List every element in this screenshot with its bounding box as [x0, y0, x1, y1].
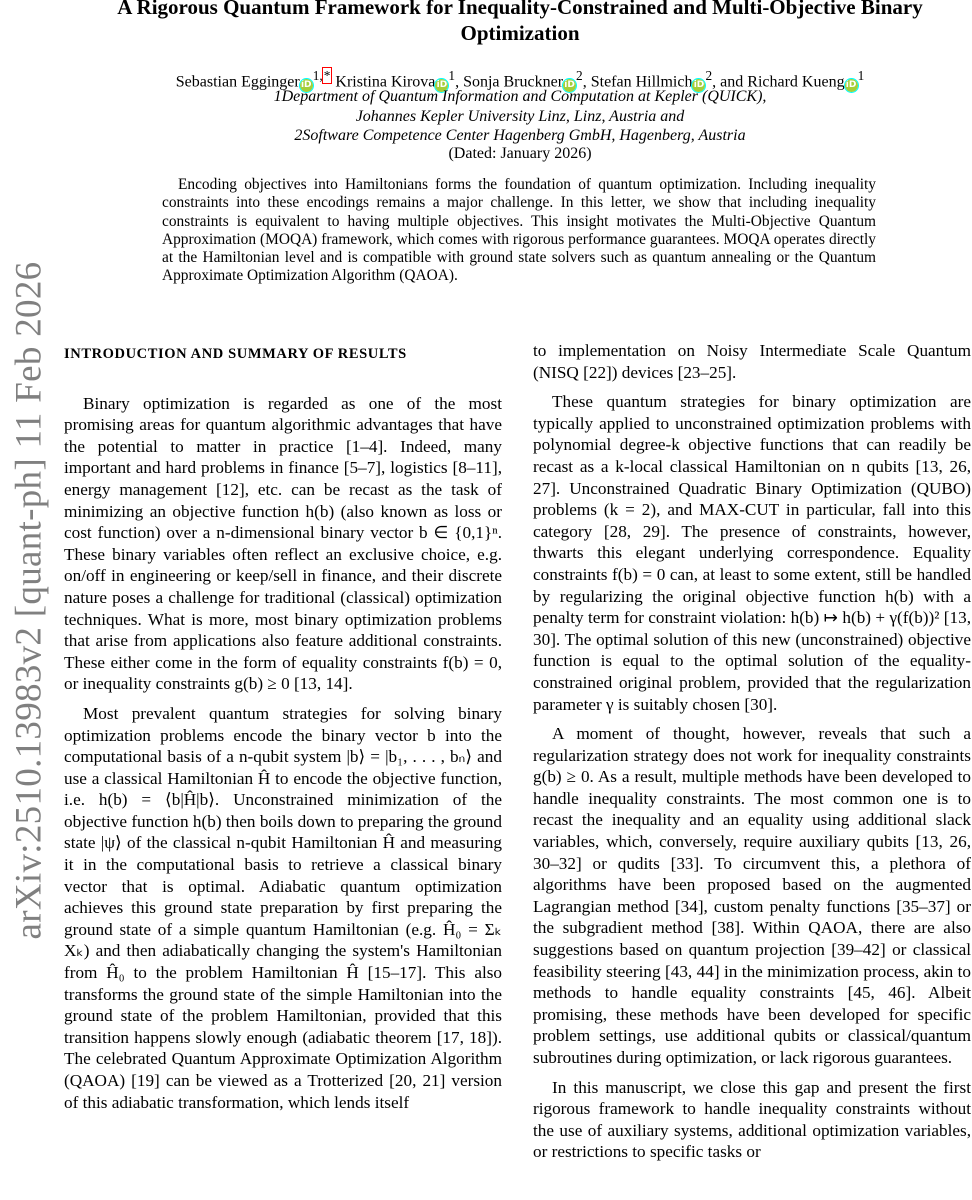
author-affiliation-mark: 1 [312, 68, 320, 83]
orcid-icon[interactable]: iD [564, 80, 575, 91]
date-line: (Dated: January 2026) [448, 145, 592, 162]
abstract: Encoding objectives into Hamiltonians forms the foundation of quantum optimization. Including inequality constraints into these encodings remains a major challenge. In this letter, we show that including inequality constraints is equivalent to having multiple objectives. This insight motivates the Multi-Objective Quantum Approximation (MOQA) framework, which comes with rigorous performance guarantees. MOQA operates directly at the Hamiltonian level and is compatible with ground state solvers such as quantum annealing or the Quantum Approximate Optimization Algorithm (QAOA). [162, 176, 876, 285]
author-affiliation-mark: 2 [576, 68, 583, 83]
affiliation-line: Johannes Kepler University Linz, Linz, Austria and [355, 108, 685, 125]
left-column [64, 340, 502, 1113]
section-heading: INTRODUCTION AND SUMMARY OF RESULTS [64, 346, 407, 362]
author-affiliation-mark: 1 [857, 68, 865, 83]
author-name: Sonja Bruckner [463, 73, 564, 91]
paper-title: A Rigorous Quantum Framework for Inequality-Constrained and Multi-Objective Binary Optimization [117, 0, 923, 45]
body-paragraph: Most prevalent quantum strategies for solving binary optimization problems encode the binary vector b into the computational basis of a n-qubit system |b⟩ = |b₁, . . . , bₙ⟩ and use a classical Hamiltonian Ĥ to encode the objective function, i.e. h(b) = ⟨b|Ĥ|b⟩. Unconstrained minimization of the objective function h(b) then boils down to preparing the ground state |ψ⟩ of the classical n-qubit Hamiltonian Ĥ and measuring it in the computational basis to retrieve a classical binary vector that is optimal. Adiabatic quantum optimization achieves this ground state preparation by first preparing the ground state of a simple quantum Hamiltonian (e.g. Ĥ₀ = Σₖ Xₖ) and then adiabatically changing the system's Hamiltonian from Ĥ₀ to the problem Hamiltonian Ĥ [15–17]. This also transforms the ground state of the simple Hamiltonian into the ground state of the problem Hamiltonian, provided that this transition happens slowly enough (adiabatic theorem [17, 18]). The celebrated Quantum Approximate Optimization Algorithm (QAOA) [19] can be viewed as a Trotterized [20, 21] version of this adiabatic transformation, which lends itself [64, 703, 502, 1112]
right-column [533, 340, 971, 1163]
body-paragraph: In this manuscript, we close this gap and present the first rigorous framework to handle inequality constraints without the use of auxiliary systems, additional optimization variables, or restrictions to specific tasks or [533, 1077, 971, 1162]
author-affiliation-mark: 1 [448, 68, 456, 83]
body-paragraph: These quantum strategies for binary optimization are typically applied to unconstrained optimization problems with polynomial degree-k objective functions that can readily be recast as a k-local classical Hamiltonian on n qubits [13, 26, 27]. Unconstrained Quadratic Binary Optimization (QUBO) problems (k = 2), and MAX-CUT in particular, fall into this category [28, 29]. The presence of constraints, however, thwarts this elegant underlying correspondence. Equality constraints f(b) = 0 can, at least to some extent, still be handled by regularizing the original objective function h(b) with a penalty term for constraint violation: h(b) ↦ h(b) + γ(f(b))² [13, 30]. The optimal solution of this new (unconstrained) objective function is equal to the optimal solution of the equality-constrained original problem, provided that the regularization parameter γ is suitably chosen [30]. [533, 392, 971, 714]
affiliation-line: 2Software Competence Center Hagenberg GmbH, Hagenberg, Austria [294, 127, 746, 144]
orcid-icon[interactable]: iD [436, 80, 448, 91]
orcid-icon[interactable]: iD [300, 80, 312, 91]
author-name: Richard Kueng [747, 73, 845, 91]
author-list: Sebastian EggingeriD$^{1,*}$ Kristina KirovaiD$^1$, Sonja BruckneriD$^2$, Stefan HillmichiD$^2$, and Richard KuengiD$^1$ [175, 68, 865, 91]
arxiv-sidebar-stamp [0, 0, 58, 1200]
orcid-icon[interactable]: iD [845, 80, 857, 91]
affiliation-line: 1Department of Quantum Information and Computation at Kepler (QUICK), [273, 88, 767, 105]
author-name: Stefan Hillmich [590, 73, 693, 91]
author-affiliation-mark: 2 [705, 68, 713, 83]
body-paragraph: to implementation on Noisy Intermediate Scale Quantum (NISQ [22]) devices [23–25]. [533, 341, 971, 382]
author-name: Sebastian Egginger [175, 73, 300, 91]
body-paragraph: Binary optimization is regarded as one of the most promising areas for quantum algorithmic advantages that have the potential to matter in practice [1–4]. Indeed, many important and hard problems in finance [5–7], logistics [8–11], energy management [12], etc. can be recast as the task of minimizing an objective function h(b) (also known as loss or cost function) over a n-dimensional binary vector b ∈ {0,1}ⁿ. These binary variables often reflect an exclusive choice, e.g. on/off in engineering or keep/sell in finance, and their discrete nature poses a challenge for traditional (classical) optimization techniques. What is more, most binary optimization problems that arise from applications also feature additional constraints. These either come in the form of equality constraints f(b) = 0, or inequality constraints g(b) ≥ 0 [13, 14]. [64, 393, 502, 694]
author-name: Kristina Kirova [335, 73, 436, 91]
arxiv-identifier: arXiv:2510.13983v2 [quant-ph] 11 Feb 2026 [8, 261, 50, 939]
orcid-icon[interactable]: iD [693, 80, 705, 91]
body-paragraph: A moment of thought, however, reveals that such a regularization strategy does not work for inequality constraints g(b) ≥ 0. As a result, multiple methods have been developed to handle inequality constraints. The most common one is to recast the inequality and an equality using additional slack variables, which, conversely, require auxiliary qubits [13, 26, 30–32] or qudits [33]. To circumvent this, a plethora of algorithms have been proposed based on the augmented Lagrangian method [34], custom penalty functions [35–37] or the subgradient method [38]. Within QAOA, there are also suggestions based on quantum projection [39–42] or classical feasibility steering [43, 44] in the minimization process, akin to methods to handle equality constraints [45, 46]. Albeit promising, these methods have been developed for specific problem settings, use additional qubits or classical/quantum subroutines during optimization, or lack rigorous guarantees. [533, 724, 971, 1067]
corresponding-author-mark[interactable]: * [323, 68, 331, 83]
